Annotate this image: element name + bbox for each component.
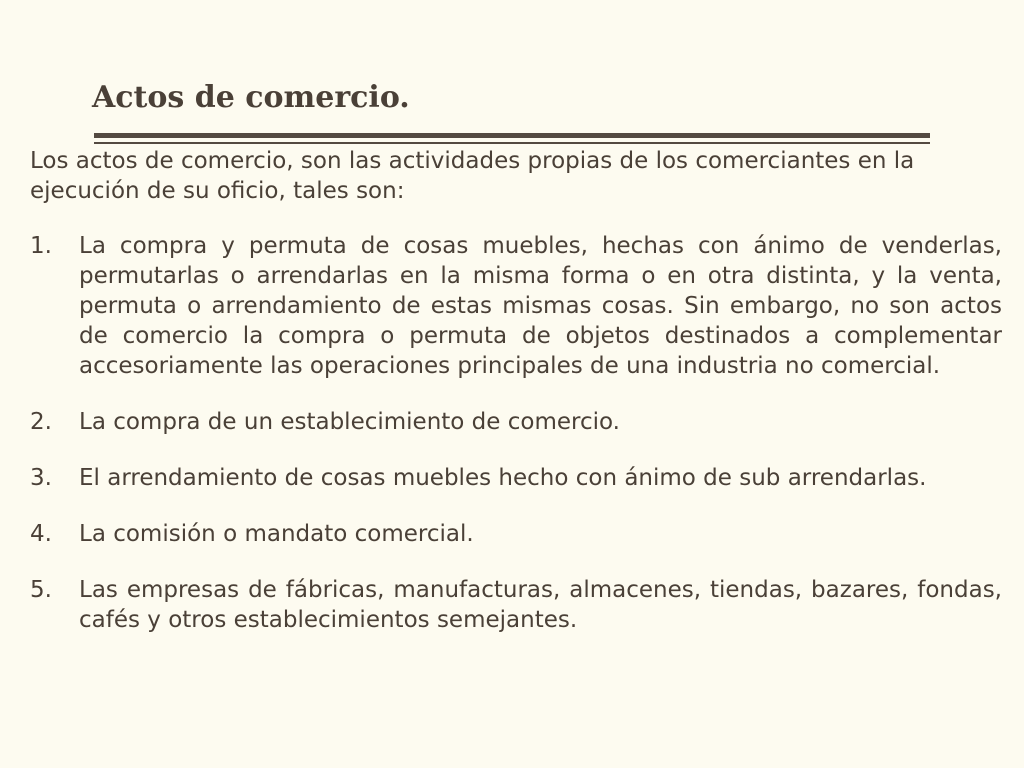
list-item (30, 519, 1002, 549)
list-item-number: 4. (30, 521, 52, 547)
list-item (30, 231, 1002, 381)
list-item (30, 463, 1002, 493)
list-item (30, 407, 1002, 437)
acts-list (30, 231, 1002, 635)
list-item-number: 2. (30, 409, 52, 435)
title-underline-thin (94, 142, 930, 144)
list-item-text: La comisión o mandato comercial. (79, 521, 474, 547)
list-item-number: 1. (30, 233, 52, 259)
list-item-text: La compra y permuta de cosas muebles, hechas con ánimo de venderlas, permutarlas o arrendarlas en la misma forma o en otra distinta, y la venta, permuta o arrendamiento de estas mismas cosas. Sin embargo, no son actos de comercio la compra o permuta de objetos destinados a complementar accesoriamente las operaciones principales de una industria no comercial. (79, 233, 1002, 379)
intro-paragraph: Los actos de comercio, son las actividades propias de los comerciantes en la ejecución de su oficio, tales son: (30, 148, 915, 204)
list-item-text: Las empresas de fábricas, manufacturas, almacenes, tiendas, bazares, fondas, cafés y otros establecimientos semejantes. (79, 577, 1002, 633)
list-item-text: La compra de un establecimiento de comercio. (79, 409, 620, 435)
slide-title: Actos de comercio. (92, 80, 410, 115)
list-item-number: 5. (30, 577, 52, 603)
slide-body (30, 146, 1002, 661)
list-item (30, 575, 1002, 635)
list-item-text: El arrendamiento de cosas muebles hecho con ánimo de sub arrendarlas. (79, 465, 927, 491)
list-item-number: 3. (30, 465, 52, 491)
title-underline-thick (94, 133, 930, 138)
